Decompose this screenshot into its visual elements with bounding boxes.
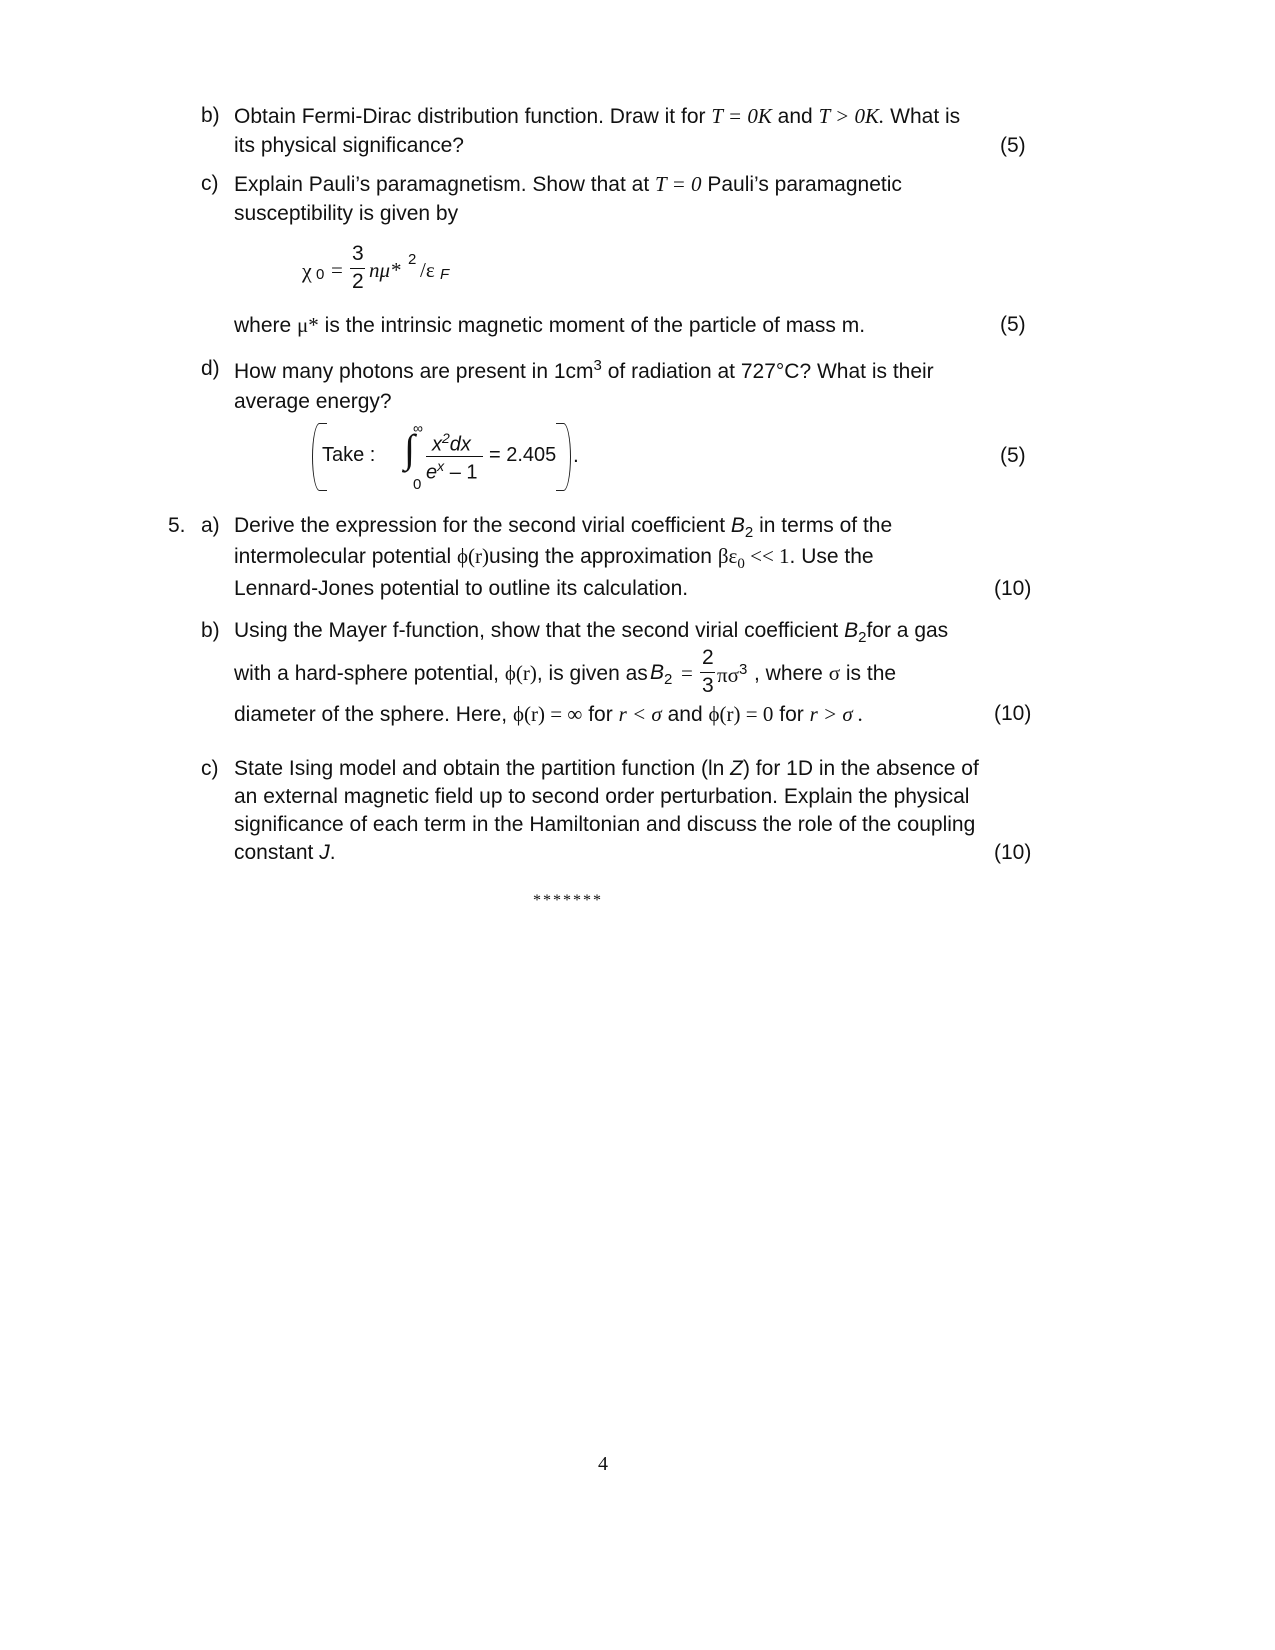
sigma-symbol: σ [828,661,841,685]
slash-epsilon: /ε [420,258,435,282]
q4b-marks: (5) [1000,134,1026,157]
q4c-marks: (5) [1000,313,1026,336]
volume-value: $1cm^3$ [553,357,602,383]
integral-lower-limit: 0 [413,476,422,493]
q4c-condition: T = 0 [655,172,702,196]
z-symbol: Z [730,757,743,780]
q4d-marks: (5) [1000,444,1026,467]
b2-symbol: $B_2$ [730,514,754,542]
integrand-denominator: $e^x - 1$ [426,458,478,484]
n-mu-star: nμ* [369,258,401,282]
page-number: 4 [598,1453,608,1475]
fraction-numerator: 3 [352,242,364,265]
q5a-line1-text: Derive the expression for the second virial coefficient $B_2$ in terms of the [234,514,893,542]
q4d-line2: average energy? [234,390,392,413]
fraction-bar [350,268,365,269]
pi-sigma-cubed: $\pi\sigma^3$ [717,661,748,687]
q5c-line3: significance of each term in the Hamiltonian and discuss the role of the coupling [234,813,976,836]
q5c-marks: (10) [994,841,1032,864]
b2-result-symbol: $B_2$ [650,661,673,689]
q4d-line1-text: How many photons are present in $1cm^3$ of radiation at 727°C? What is their [234,357,934,383]
q5b-marks: (10) [994,702,1032,725]
condition-r-less-sigma: r < σ [618,702,662,726]
chi-symbol: χ [302,258,312,283]
integral-result: = 2.405 [489,444,557,466]
q4d-label: d) [201,357,220,380]
b2-fraction-bar [700,672,715,673]
q4b-line2: its physical significance? [234,134,464,157]
q5a-marks: (10) [994,577,1032,600]
integrand-fraction-bar [426,456,483,457]
q5-number: 5. [168,514,186,537]
q5b-label: b) [201,619,220,642]
b2-equals: = [681,661,693,685]
chi-subscript: 0 [316,266,325,283]
q5a-line3: Lennard-Jones potential to outline its calculation. [234,577,689,600]
q4b-condition-t0: T = 0K [711,104,772,128]
mu-star-symbol: μ* [297,313,319,337]
b2-fraction-numerator: 2 [702,646,714,669]
q4c-line1-text: Explain Pauli’s paramagnetism. Show that at T = 0 Pauli’s paramagnetic [234,172,902,196]
q5a-label: a) [201,514,220,537]
q4c-where-line: where μ* is the intrinsic magnetic moment of the particle of mass m. [234,313,866,337]
q4b-label: b) [201,104,220,127]
temperature-value: 727°C [740,360,800,383]
integrand-numerator: $x^2dx$ [432,430,471,456]
q5b-line1-text: Using the Mayer f-function, show that the second virial coefficient $B_2for$ a gas [234,619,949,647]
beta-epsilon-approx: $\beta\varepsilon_0 << 1$ [717,544,790,573]
q5b-line2-start: with a hard-sphere potential, ϕ(r), is given as [234,661,648,685]
integral-upper-limit: ∞ [413,420,423,436]
q5c-label: c) [201,757,219,780]
q5a-line2-text: intermolecular potential ϕ(r)using the approximation $\beta\varepsilon_0 << 1$. Use the [234,544,874,573]
q5b-line2-end: , where σ is the [754,661,897,685]
b2-symbol: $B_2$ [844,619,867,647]
fraction-denominator: 2 [352,270,364,293]
q4c-label: c) [201,172,219,195]
right-paren [556,423,571,491]
q4b-line1-text: Obtain Fermi-Dirac distribution function. Draw it for T = 0K and T > 0K. What is [234,104,961,128]
integral-sign-icon: ∫ [404,426,415,471]
q4b-condition-tgt0: T > 0K. [818,104,885,128]
epsilon-subscript-f: F [440,266,450,283]
q5c-line2: an external magnetic field up to second order perturbation. Explain the physical [234,785,970,808]
q5c-line4-text: constant J. [234,841,336,864]
equals-sign: = [331,258,343,282]
j-symbol: J [319,841,330,864]
phi-r: ϕ(r) [504,661,537,685]
b2-fraction-denominator: 3 [702,674,714,697]
condition-infinite: ϕ(r) = ∞ [513,702,583,726]
q4c-line2: susceptibility is given by [234,202,459,225]
condition-zero: ϕ(r) = 0 [708,702,774,726]
hint-period: . [573,444,579,467]
end-of-paper-marker: ******* [533,892,603,909]
q5c-line1-text: State Ising model and obtain the partition function (ln Z) for 1D in the absence of [234,757,979,780]
q5b-line3-text: diameter of the sphere. Here, ϕ(r) = ∞ for r < σ and ϕ(r) = 0 for r > σ . [234,702,864,726]
condition-r-greater-sigma: r > σ . [809,702,864,726]
take-label: Take : [322,444,376,466]
phi-r: ϕ(r) [456,544,490,568]
mu-squared-superscript: 2 [408,251,417,268]
